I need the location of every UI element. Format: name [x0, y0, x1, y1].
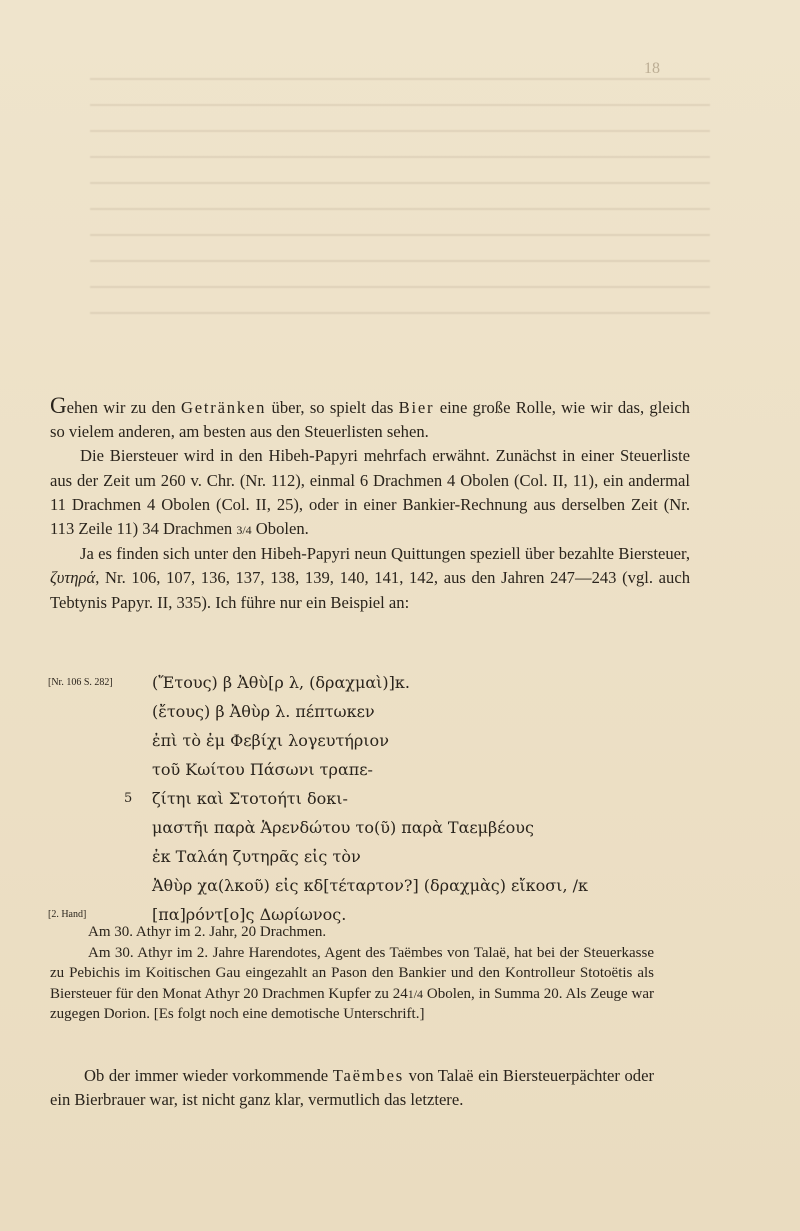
- document-line: [40, 697, 680, 726]
- document-line-text: ἐκ Ταλάη ζυτηρᾶς εἰς τὸν: [152, 847, 361, 866]
- document-line-text: (Ἔτους) β Ἀθὺ[ρ λ, (δραχμαὶ)]κ.: [152, 673, 410, 692]
- translation-line-1: Am 30. Athyr im 2. Jahr, 20 Drachmen.: [88, 924, 327, 940]
- closing-text: [50, 1064, 654, 1112]
- translation: [50, 922, 654, 1025]
- translation-paragraph: [50, 943, 654, 1025]
- closing-text-b: von Talaë ein Biersteuerpächter oder ein Bierbrauer war, ist nicht ganz klar, vermutlich das letztere.: [50, 1066, 654, 1110]
- document-line: [40, 784, 680, 813]
- p1-text-a: ehen wir zu den: [66, 398, 181, 417]
- document-line: [40, 726, 680, 755]
- main-text: [50, 394, 690, 615]
- translation-text-b: Obolen, in Summa 20. Als Zeuge war zugegen Dorion. [Es folgt noch eine demotische Unterschrift.]: [50, 985, 654, 1023]
- show-through-text: [90, 60, 710, 320]
- p3-greek-word: ζυτηρά: [50, 568, 96, 588]
- greek-document: [40, 668, 680, 929]
- paragraph-2: [50, 444, 690, 542]
- document-line-text: ζίτηι καὶ Στοτοήτι δοκι-: [152, 789, 348, 808]
- p2-text-a: Die Biersteuer wird in den Hibeh-Papyri mehrfach erwähnt. Zunächst in einer Steuerliste aus der Zeit um 260 v. Chr. (Nr. 112), einmal 6 Drachmen 4 Obolen (Col. II, 11), ein andermal 11 Drachmen 4 Obolen (Col. II, 25), oder in einer Bankier-Rechnung aus derselben Zeit (Nr. 113 Zeile 11) 34 Drachmen: [50, 446, 690, 539]
- paragraph-1: [50, 394, 690, 444]
- document-line: [40, 813, 680, 842]
- p1-text-c: eine große Rolle, wie wir das, gleich so vielem anderen, am besten aus den Steuerlisten sehen.: [50, 398, 690, 442]
- p2-text-b: Obolen.: [251, 519, 309, 539]
- document-line: [40, 871, 680, 900]
- document-line-text: Ἀθὺρ χα(λκοῦ) εἰς κδ[τέταρτον?] (δραχμὰς) εἴκοσι, /κ: [152, 876, 589, 895]
- document-line-text: ἐπὶ τὸ ἐμ Φεβίχι λογευτήριον: [152, 731, 389, 750]
- document-line: [40, 668, 680, 697]
- page-number: 18: [644, 60, 660, 77]
- p1-spaced-word-2: Bier: [398, 398, 435, 417]
- initial-letter: G: [50, 393, 67, 418]
- document-line-text: (ἔτους) β Ἀθὺρ λ. πέπτωκεν: [152, 702, 375, 721]
- p3-text-a: Ja es finden sich unter den Hibeh-Papyri neun Quittungen speziell über bezahlte Biersteuer,: [80, 544, 690, 564]
- translation-text-a: Am 30. Athyr im 2. Jahre Harendotes, Agent des Taëmbes von Talaë, hat bei der Steuerkasse zu Pebichis im Koitischen Gau eingezahlt an Pason den Bankier und den Kontrolleur Stotoëtis als Biersteuer für den Monat Athyr 20 Drachmen Kupfer zu 24: [50, 944, 654, 1002]
- p1-spaced-word: Getränken: [180, 398, 267, 417]
- document-line-text: τοῦ Κωίτου Πάσωνι τραπε-: [152, 760, 373, 779]
- paragraph-3: [50, 542, 690, 615]
- closing-text-a: Ob der immer wieder vorkommende: [84, 1066, 333, 1085]
- closing-paragraph: [50, 1064, 654, 1112]
- document-line: [40, 842, 680, 871]
- p1-text-b: über, so spielt das: [266, 398, 399, 417]
- line-number: 5: [124, 791, 133, 806]
- p2-fraction: 3/4: [236, 523, 252, 538]
- document-line-text: μαστῆι παρὰ Ἁρενδώτου το(ῦ) παρὰ Ταεμβέους: [152, 818, 534, 837]
- document-line: [40, 755, 680, 784]
- p3-text-b: , Nr. 106, 107, 136, 137, 138, 139, 140, 141, 142, aus den Jahren 247—243 (vgl. auch Tebtynis Papyr. II, 335). Ich führe nur ein Beispiel an:: [50, 568, 690, 612]
- closing-spaced-word: Taëmbes: [332, 1066, 405, 1085]
- document-line-text: [πα]ρόντ[ο]ς Δωρίωνος.: [152, 905, 347, 924]
- translation-fraction: 1/4: [407, 986, 424, 1001]
- margin-note-hand: [2. Hand]: [48, 909, 87, 920]
- margin-note-source: [Nr. 106 S. 282]: [48, 677, 113, 688]
